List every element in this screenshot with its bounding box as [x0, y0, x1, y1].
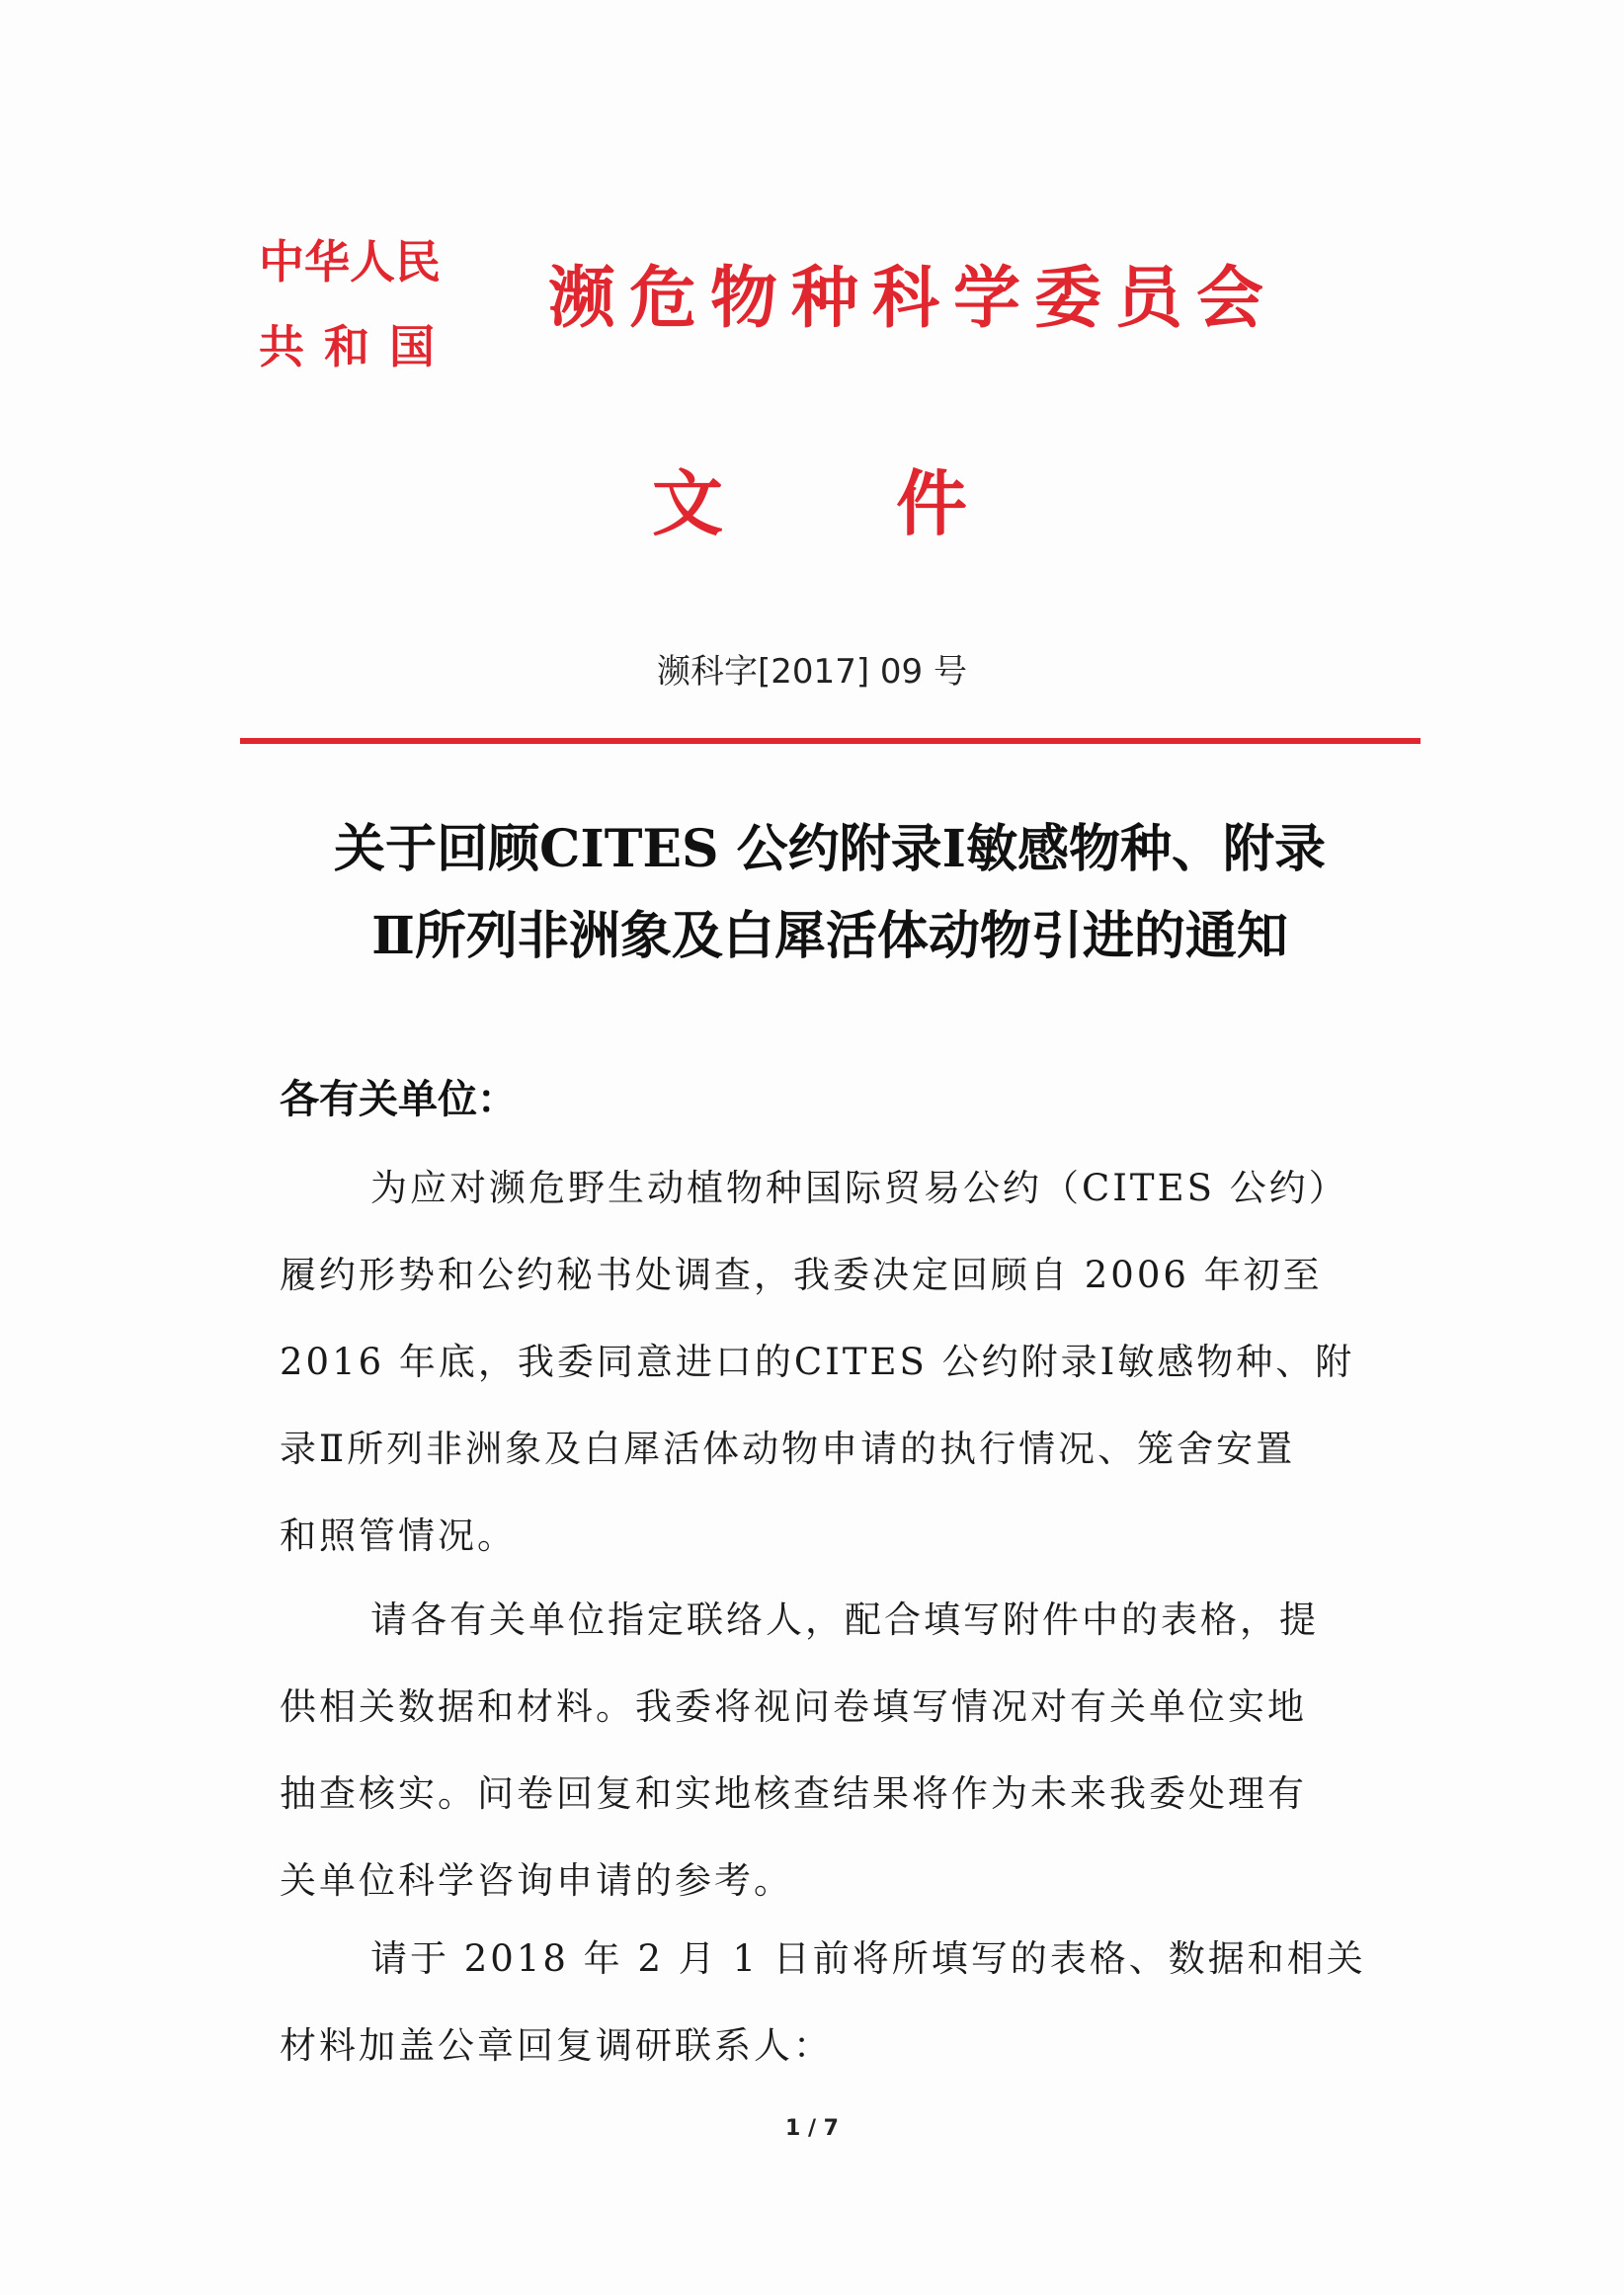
issuer-country-line1: 中华人民	[259, 235, 441, 288]
header-divider	[240, 738, 1421, 744]
paragraph-line: 请于 2018 年 2 月 1 日前将所填写的表格、数据和相关	[370, 1937, 1366, 1980]
title-line-2: Ⅱ所列非洲象及白犀活体动物引进的通知	[371, 906, 1288, 966]
paragraph-3	[280, 1916, 1414, 2090]
paragraph-line: 供相关数据和材料。我委将视问卷填写情况对有关单位实地	[280, 1685, 1307, 1728]
paragraph-line: 抽查核实。问卷回复和实地核查结果将作为未来我委处理有	[280, 1772, 1307, 1815]
paragraph-1	[280, 1145, 1414, 1580]
salutation: 各有关单位：	[280, 1077, 517, 1122]
paragraph-line: 为应对濒危野生动植物种国际贸易公约（CITES 公约）	[370, 1167, 1348, 1209]
issuer-country-line2: 共和国	[259, 320, 454, 373]
paragraph-line: 2016 年底，我委同意进口的CITES 公约附录Ⅰ敏感物种、附	[280, 1341, 1355, 1383]
paragraph-line: 关单位科学咨询申请的参考。	[280, 1859, 793, 1902]
title-line-1: 关于回顾CITES 公约附录Ⅰ敏感物种、附录	[333, 819, 1327, 879]
paragraph-line: 录Ⅱ所列非洲象及白犀活体动物申请的执行情况、笼舍安置	[280, 1428, 1296, 1470]
paragraph-line: 请各有关单位指定联络人，配合填写附件中的表格，提	[370, 1598, 1319, 1641]
paragraph-line: 和照管情况。	[280, 1515, 517, 1557]
issuer-committee-name: 濒危物种科学委员会	[548, 260, 1278, 338]
paragraph-2	[280, 1577, 1414, 1925]
page-number: 1 / 7	[785, 2116, 839, 2141]
document-label: 文件	[652, 462, 1141, 545]
issuer-country	[259, 219, 471, 389]
paragraph-line: 履约形势和公约秘书处调查，我委决定回顾自 2006 年初至	[280, 1254, 1323, 1296]
document-title	[247, 806, 1413, 980]
document-number: 濒科字[2017] 09 号	[657, 652, 967, 692]
paragraph-line: 材料加盖公章回复调研联系人：	[280, 2024, 833, 2067]
